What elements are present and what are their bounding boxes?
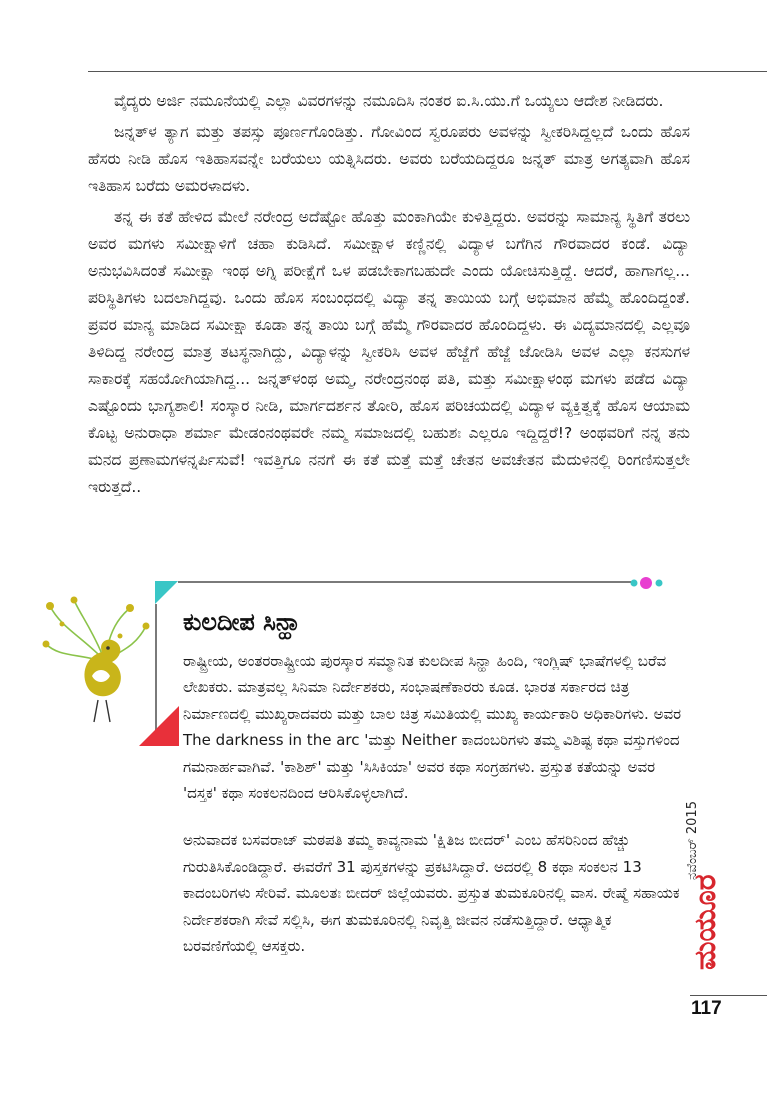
author-bio xyxy=(183,648,683,980)
story-paragraph: ವೈದ್ಯರು ಅರ್ಜಿ ನಮೂನೆಯಲ್ಲಿ ಎಲ್ಲಾ ವಿವರಗಳನ್ನು ನಮೂದಿಸಿ ನಂತರ ಐ.ಸಿ.ಯು.ಗೆ ಒಯ್ಯಲು ಆದೇಶ ನೀಡಿದರು. xyxy=(114,92,664,110)
story-paragraph: ತನ್ನ ಈ ಕತೆ ಹೇಳಿದ ಮೇಲೆ ನರೇಂದ್ರ ಅದೆಷ್ಟೋ ಹೊತ್ತು ಮಂಕಾಗಿಯೇ ಕುಳಿತ್ತಿದ್ದರು. ಅವರನ್ನು ಸಾಮಾನ್ಯ ಸ್ಥಿತಿಗೆ ತರಲು ಅವರ ಮಗಳು ಸಮೀಕ್ಷಾಳಿಗೆ ಚಹಾ ಕುಡಿಸಿದೆ. ಸಮೀಕ್ಷಾಳ ಕಣ್ಣಿನಲ್ಲಿ ವಿದ್ಯಾಳ ಬಗೆಗಿನ ಗೌರವಾದರ ಕಂಡೆ. ವಿದ್ಯಾ ಅನುಭವಿಸಿದಂತೆ ಸಮೀಕ್ಷಾ ಇಂಥ ಅಗ್ನಿ ಪರೀಕ್ಷೆಗೆ ಒಳ ಪಡಬೇಕಾಗಬಹುದೇ ಎಂದು ಯೋಚಿಸುತ್ತಿದ್ದೆ. ಆದರೆ, ಹಾಗಾಗಲ್ಲ... ಪರಿಸ್ಥಿತಿಗಳು ಬದಲಾಗಿದ್ದವು. ಒಂದು ಹೊಸ ಸಂಬಂಧದಲ್ಲಿ ವಿದ್ಯಾ ತನ್ನ ತಾಯಿಯ ಬಗ್ಗೆ ಅಭಿಮಾನ ಹೆಮ್ಮೆ ಹೊಂದಿದ್ದಂತೆ. ಪ್ರವರ ಮಾನ್ಯ ಮಾಡಿದ ಸಮೀಕ್ಷಾ ಕೂಡಾ ತನ್ನ ತಾಯಿ ಬಗ್ಗೆ ಹೆಮ್ಮೆ ಗೌರವಾದರ ಹೊಂದಿದ್ದಳು. ಈ ವಿದ್ಯಮಾನದಲ್ಲಿ ಎಲ್ಲವೂ ತಿಳಿದಿದ್ದ ನರೇಂದ್ರ ಮಾತ್ರ ತಟಸ್ಥನಾಗಿದ್ದು, ವಿದ್ಯಾಳನ್ನು ಸ್ವೀಕರಿಸಿ ಅವಳ ಹೆಜ್ಜೆಗೆ ಹೆಜ್ಜೆ ಜೋಡಿಸಿ ಅವಳ ಎಲ್ಲಾ ಕನಸುಗಳ ಸಾಕಾರಕ್ಕೆ ಸಹಯೋಗಿಯಾಗಿದ್ದ... ಜನ್ನತ್‌ಳಂಥ ಅಮ್ಮ, ನರೇಂದ್ರನಂಥ ಪತಿ, ಮತ್ತು ಸಮೀಕ್ಷಾಳಂಥ ಮಗಳು ಪಡೆದ ವಿದ್ಯಾ ಎಷ್ಟೊಂದು ಭಾಗ್ಯಶಾಲಿ! ಸಂಸ್ಕಾರ ನೀಡಿ, ಮಾರ್ಗದರ್ಶನ ತೋರಿ, ಹೊಸ ಪರಿಚಯದಲ್ಲಿ ವಿದ್ಯಾಳ ವ್ಯಕ್ತಿತ್ವಕ್ಕೆ ಹೊಸ ಆಯಾಮ ಕೊಟ್ಟ ಅನುರಾಧಾ ಶರ್ಮಾ ಮೇಡಂನಂಥವರೇ ನಮ್ಮ ಸಮಾಜದಲ್ಲಿ ಬಹುಶಃ ಎಲ್ಲರೂ ಇದ್ದಿದ್ದರೆ!? ಅಂಥವರಿಗೆ ನನ್ನ ತನು ಮನದ ಪ್ರಣಾಮಗಳನ್ನರ್ಪಿಸುವೆ! ಇವತ್ತಿಗೂ ನನಗೆ ಈ ಕತೆ ಮತ್ತೆ ಮತ್ತೆ ಚೇತನ ಅವಚೇತನ ಮೆದುಳಿನಲ್ಲಿ ರಿಂಗಣಿಸುತ್ತಲೇ ಇರುತ್ತದೆ.. xyxy=(88,208,690,496)
author-name-heading: ಕುಲದೀಪ ಸಿನ್ಹಾ xyxy=(183,608,302,636)
story-text xyxy=(88,88,690,505)
top-rule xyxy=(88,71,767,72)
page-number-rule xyxy=(690,995,767,996)
issue-month: ನವೆಂಬರ್ 2015 xyxy=(685,801,700,880)
page-number: 117 xyxy=(691,998,722,1019)
bio-paragraph: ರಾಷ್ಟ್ರೀಯ, ಅಂತರರಾಷ್ಟ್ರೀಯ ಪುರಸ್ಕಾರ ಸಮ್ಮಾನಿತ ಕುಲದೀಪ ಸಿನ್ಹಾ ಹಿಂದಿ, ಇಂಗ್ಲಿಷ್ ಭಾಷೆಗಳಲ್ಲಿ ಬರೆವ ಲೇಖಕರು. ಮಾತ್ರವಲ್ಲ ಸಿನಿಮಾ ನಿರ್ದೇಶಕರು, ಸಂಭಾಷಣೆಕಾರರು ಕೂಡ. ಭಾರತ ಸರ್ಕಾರದ ಚಿತ್ರ ನಿರ್ಮಾಣದಲ್ಲಿ ಮುಖ್ಯರಾದವರು ಮತ್ತು ಬಾಲ ಚಿತ್ರ ಸಮಿತಿಯಲ್ಲಿ ಮುಖ್ಯ ಕಾರ್ಯಕಾರಿ ಅಧಿಕಾರಿಗಳು. ಅವರ The darkness in the arc 'ಮತ್ತು Neither ಕಾದಂಬರಿಗಳು ತಮ್ಮ ವಿಶಿಷ್ಟ ಕಥಾ ವಸ್ತುಗಳಿಂದ ಗಮನಾರ್ಹವಾಗಿವೆ. 'ಕಾಶಿಶ್' ಮತ್ತು 'ಸಿಸಿಕಿಯಾ' ಅವರ ಕಥಾ ಸಂಗ್ರಹಗಳು. ಪ್ರಸ್ತುತ ಕತೆಯನ್ನು ಅವರ 'ದಸ್ತಕ' ಕಥಾ ಸಂಕಲನದಿಂದ ಆರಿಸಿಕೊಳ್ಳಲಾಗಿದೆ. xyxy=(183,652,682,803)
peacock-icon xyxy=(40,596,152,730)
teal-corner-triangle xyxy=(155,581,178,604)
bio-paragraph: ಅನುವಾದಕ ಬಸವರಾಜ್ ಮಠಪತಿ ತಮ್ಮ ಕಾವ್ಯನಾಮ 'ಕ್ಷಿತಿಜ ಬೀದರ್' ಎಂಬ ಹೆಸರಿನಿಂದ ಹೆಚ್ಚು ಗುರುತಿಸಿಕೊಂಡಿದ್ದಾರೆ. ಈವರೆಗೆ 31 ಪುಸ್ತಕಗಳನ್ನು ಪ್ರಕಟಿಸಿದ್ದಾರೆ. ಅದರಲ್ಲಿ 8 ಕಥಾ ಸಂಕಲನ 13 ಕಾದಂಬರಿಗಳು ಸೇರಿವೆ. ಮೂಲತಃ ಬೀದರ್ ಜಿಲ್ಲೆಯವರು. ಪ್ರಸ್ತುತ ತುಮಕೂರಿನಲ್ಲಿ ವಾಸ. ರೇಷ್ಮೆ ಸಹಾಯಕ ನಿರ್ದೇಶಕರಾಗಿ ಸೇವೆ ಸಲ್ಲಿಸಿ, ಈಗ ತುಮಕೂರಿನಲ್ಲಿ ನಿವೃತ್ತಿ ಜೀವನ ನಡೆಸುತ್ತಿದ್ದಾರೆ. ಆಧ್ಯಾತ್ಮಿಕ ಬರವಣಿಗೆಯಲ್ಲಿ ಆಸಕ್ತರು. xyxy=(183,831,680,956)
author-box-top-border xyxy=(178,581,631,583)
decorative-dots-icon xyxy=(628,576,668,590)
magazine-logo: ಮಯೂರ xyxy=(688,874,723,970)
story-paragraph: ಜನ್ನತ್‌ಳ ತ್ಯಾಗ ಮತ್ತು ತಪಸ್ಸು ಪೂರ್ಣಗೊಂಡಿತ್ತು. ಗೋವಿಂದ ಸ್ವರೂಪರು ಅವಳನ್ನು ಸ್ವೀಕರಿಸಿದ್ದಲ್ಲದೆ ಒಂದು ಹೊಸ ಹೆಸರು ನೀಡಿ ಹೊಸ ಇತಿಹಾಸವನ್ನೇ ಬರೆಯಲು ಯತ್ನಿಸಿದರು. ಅವರು ಬರೆಯದಿದ್ದರೂ ಜನ್ನತ್ ಮಾತ್ರ ಅಗತ್ಯವಾಗಿ ಹೊಸ ಇತಿಹಾಸ ಬರೆದು ಅಮರಳಾದಳು. xyxy=(88,123,690,195)
